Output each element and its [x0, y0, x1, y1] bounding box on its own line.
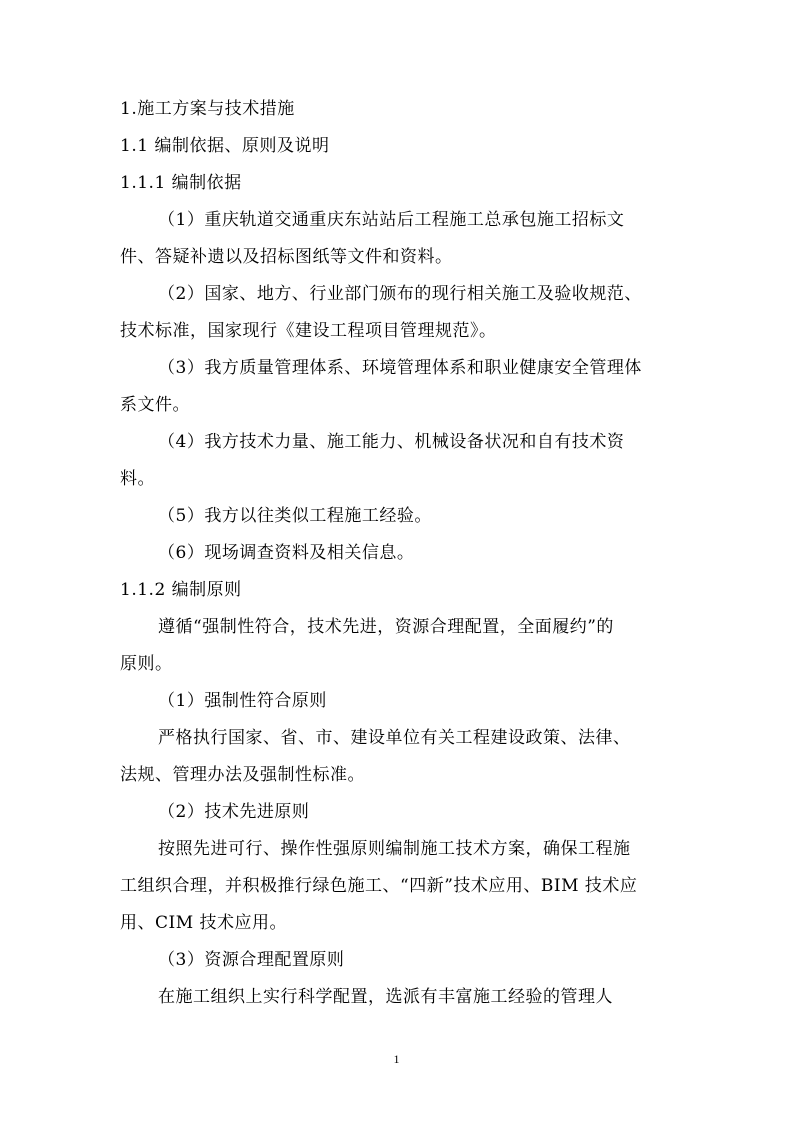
principle-2-body-line-2: 工组织合理，并积极推行绿色施工、“四新”技术应用、BIM 技术应 — [120, 876, 638, 896]
basis-item-2-line-2: 技术标准，国家现行《建设工程项目管理规范》。 — [120, 321, 497, 341]
principle-2-body-line-1: 按照先进可行、操作性强原则编制施工技术方案，确保工程施 — [158, 839, 631, 859]
heading-level-1: 1.施工方案与技术措施 — [120, 99, 295, 119]
principles-intro-line-1: 遵循“强制性符合，技术先进，资源合理配置，全面履约”的 — [158, 617, 614, 637]
principle-3-body-line-1: 在施工组织上实行科学配置，选派有丰富施工经验的管理人 — [158, 987, 613, 1007]
principle-2-title: （2）技术先进原则 — [158, 802, 310, 822]
principle-2-body-line-3: 用、CIM 技术应用。 — [120, 913, 288, 933]
heading-level-2: 1.1 编制依据、原则及说明 — [120, 136, 330, 156]
basis-item-5: （5）我方以往类似工程施工经验。 — [158, 506, 432, 526]
principle-3-title: （3）资源合理配置原则 — [158, 950, 345, 970]
basis-item-3-line-1: （3）我方质量管理体系、环境管理体系和职业健康安全管理体 — [158, 358, 642, 378]
heading-principles: 1.1.2 编制原则 — [120, 580, 242, 600]
principle-1-body-line-1: 严格执行国家、省、市、建设单位有关工程建设政策、法律、 — [158, 728, 631, 748]
principle-1-title: （1）强制性符合原则 — [158, 691, 327, 711]
basis-item-2-line-1: （2）国家、地方、行业部门颁布的现行相关施工及验收规范、 — [158, 284, 642, 304]
basis-item-4-line-2: 料。 — [120, 469, 155, 489]
basis-item-1-line-1: （1）重庆轨道交通重庆东站站后工程施工总承包施工招标文 — [158, 210, 625, 230]
basis-item-1-line-2: 件、答疑补遗以及招标图纸等文件和资料。 — [120, 247, 453, 267]
basis-item-3-line-2: 系文件。 — [120, 395, 190, 415]
principles-intro-line-2: 原则。 — [120, 654, 173, 674]
heading-basis: 1.1.1 编制依据 — [120, 173, 242, 193]
principle-1-body-line-2: 法规、管理办法及强制性标准。 — [120, 765, 365, 785]
basis-item-4-line-1: （4）我方技术力量、施工能力、机械设备状况和自有技术资 — [158, 432, 625, 452]
page-number: 1 — [393, 1052, 400, 1066]
basis-item-6: （6）现场调查资料及相关信息。 — [158, 543, 415, 563]
